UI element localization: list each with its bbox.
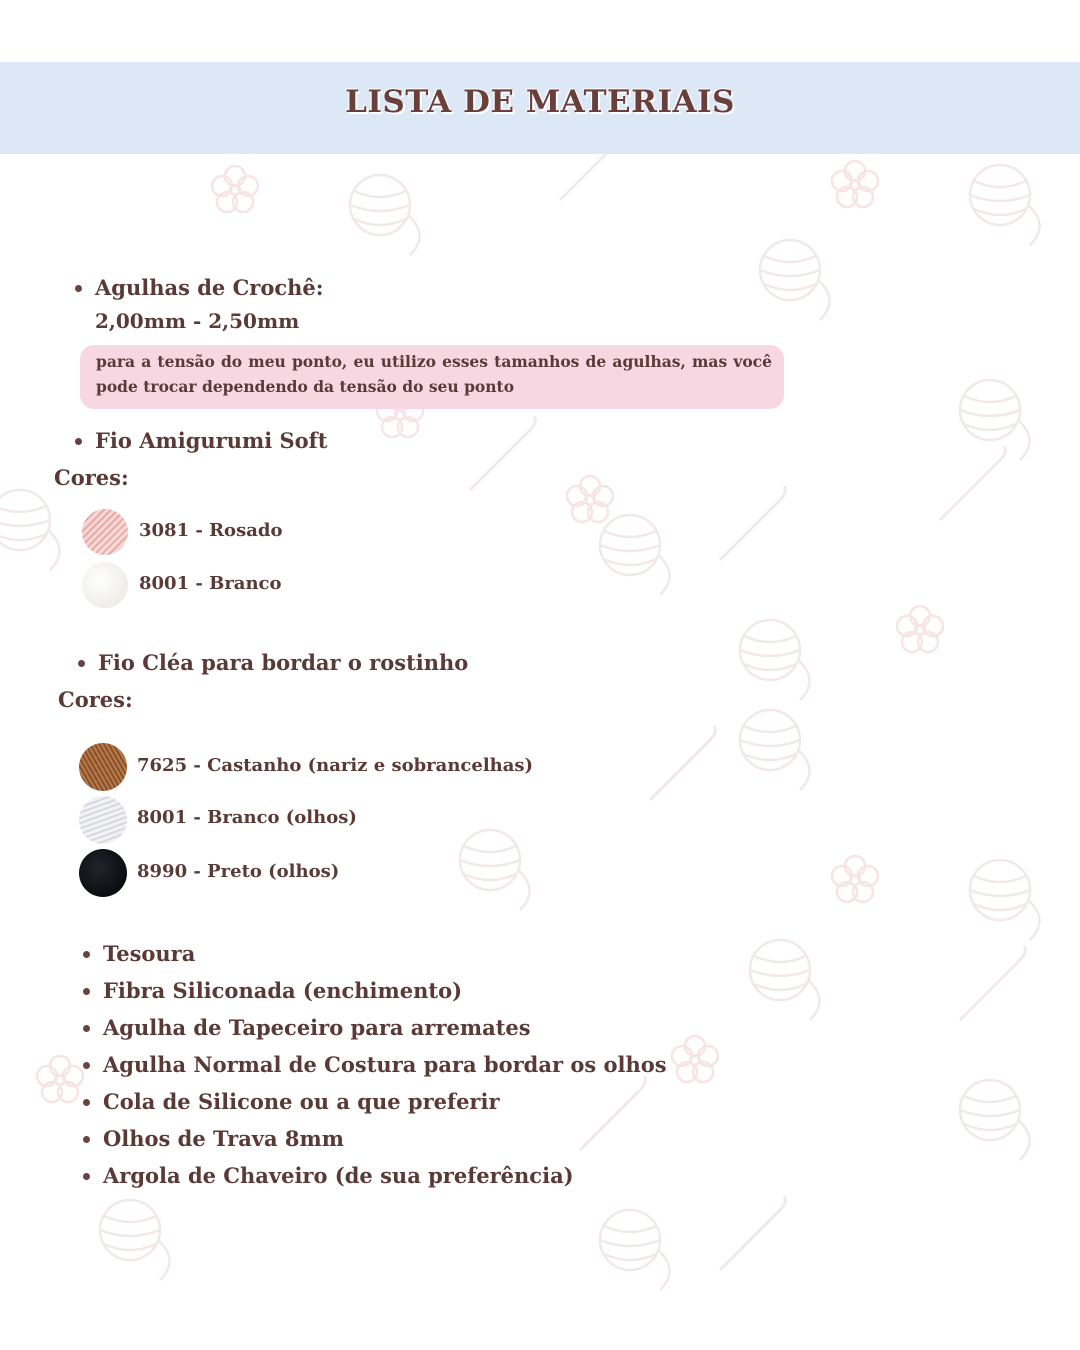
- material-item: Argola de Chaveiro (de sua preferência): [103, 1163, 574, 1188]
- yarn-swatch-rosado: [82, 509, 128, 555]
- material-item: Olhos de Trava 8mm: [103, 1126, 344, 1151]
- thread-color-label: 8001 - Branco (olhos): [137, 807, 357, 828]
- material-item: Agulha de Tapeceiro para arremates: [103, 1015, 531, 1040]
- pattern-hooks: [470, 126, 1025, 1270]
- thread-swatch-castanho: [79, 743, 127, 791]
- yarn-color-label: 3081 - Rosado: [139, 520, 283, 541]
- material-item: Tesoura: [103, 941, 196, 966]
- pattern-yarn-balls: [0, 165, 1040, 1290]
- yarn-swatch-branco: [82, 562, 128, 608]
- embroidery-heading: Fio Cléa para bordar o rostinho: [98, 650, 469, 675]
- yarn-color-label: 8001 - Branco: [139, 573, 282, 594]
- embroidery-colors-label: Cores:: [58, 687, 133, 712]
- yarn-heading: Fio Amigurumi Soft: [95, 428, 328, 453]
- thread-swatch-branco: [79, 796, 127, 844]
- page-title: LISTA DE MATERIAIS: [345, 84, 735, 120]
- material-item: Agulha Normal de Costura para bordar os olhos: [103, 1052, 667, 1077]
- needles-heading: Agulhas de Crochê:: [95, 275, 324, 300]
- yarn-colors-label: Cores:: [54, 465, 129, 490]
- thread-color-label: 8990 - Preto (olhos): [137, 861, 340, 882]
- needle-sizes: 2,00mm - 2,50mm: [95, 309, 300, 333]
- thread-color-label: 7625 - Castanho (nariz e sobrancelhas): [137, 755, 534, 776]
- needle-note: para a tensão do meu ponto, eu utilizo esses tamanhos de agulhas, mas você pode trocar dependendo da tensão do seu ponto: [96, 352, 772, 396]
- material-item: Cola de Silicone ou a que preferir: [103, 1089, 500, 1114]
- material-item: Fibra Siliconada (enchimento): [103, 978, 463, 1003]
- thread-swatch-preto: [79, 849, 127, 897]
